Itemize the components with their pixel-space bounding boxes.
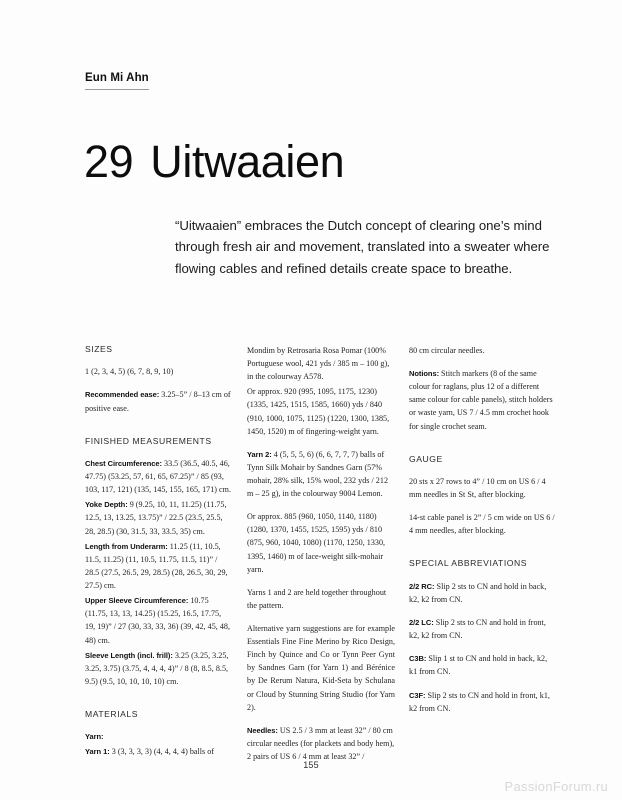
chest-circumference-value: 33.5 (36.5, 40.5, 46, 47.75) (53.25, 57, 61, 65, 67.25)” / 85 (93, 103, 117, 121) (135, 145, 155, 165, 171) cm. bbox=[85, 458, 232, 495]
notions-value: Stitch markers (8 of the same colour for raglans, plus 12 of a different same colour for cable panels), stitch holders or waste yarn, US 7 / 4.5 mm crochet hook for single crochet seam. bbox=[409, 369, 553, 431]
sleeve-length-label: Sleeve Length (incl. frill): bbox=[85, 650, 173, 660]
notions-label: Notions: bbox=[409, 369, 440, 379]
recommended-ease-value: 3.25–5” / 8–13 cm of positive ease. bbox=[85, 390, 231, 413]
upper-sleeve-circumference bbox=[85, 594, 233, 646]
gauge-stockinette: 20 sts x 27 rows to 4” / 10 cm on US 6 / 4 mm needles in St St, after blocking. bbox=[409, 477, 546, 500]
yarn-two-approx: Or approx. 885 (960, 1050, 1140, 1180) (1280, 1370, 1455, 1525, 1595) yds / 810 (875, 960, 1040, 1080) (1170, 1250, 1330, 1395, 1460) m of lace-weight silk-mohair yarn. bbox=[247, 512, 386, 574]
yarn-label-text: Yarn: bbox=[85, 732, 104, 742]
yoke-depth-label: Yoke Depth: bbox=[85, 500, 128, 510]
length-from-underarm-label: Length from Underarm: bbox=[85, 541, 168, 551]
chest-circumference-label: Chest Circumference: bbox=[85, 458, 162, 468]
materials-heading: MATERIALS bbox=[85, 709, 139, 719]
needles-value: US 2.5 / 3 mm at least 32” / 80 cm circular needles (for plackets and body hem), 2 pairs of US 6 / 4 mm at least 32” / bbox=[247, 725, 395, 762]
chest-circumference bbox=[85, 457, 233, 496]
sleeve-length-value: 3.25 (3.25, 3.25, 3.25, 3.75) (3.75, 4, 4, 4, 4)” / 8 (8, 8.5, 8.5, 9.5) (9.5, 10, 10, 10, 10) cm. bbox=[85, 650, 229, 686]
yarn-two-label: Yarn 2: bbox=[247, 449, 272, 459]
yarn-one-approx: Or approx. 920 (995, 1095, 1175, 1230) (1335, 1425, 1515, 1585, 1660) yds / 840 (910, 1000, 1075, 1125) (1220, 1300, 1385, 1450, 1520) m of fingering-weight yarn. bbox=[247, 387, 390, 436]
sleeve-length bbox=[85, 649, 233, 688]
abbreviation-term: C3B: bbox=[409, 654, 427, 664]
alternative-yarns: Alternative yarn suggestions are for example Essentials Fine Fine Merino by Rico Design, Finch by Quince and Co or Tynn Peer Gynt by Sandnes Garn (for Yarn 1) and Bérénice by De Rerum Natura, Kid-Seta by Schulana or Cloud by Stunning String Studio (for Yarn 2). bbox=[247, 624, 395, 712]
yoke-depth bbox=[85, 498, 233, 537]
yarn-one-continued: Mondim by Retrosaria Rosa Pomar (100% Portuguese wool, 421 yds / 385 m – 100 g), in the colourway A578. bbox=[247, 346, 390, 382]
page-title bbox=[84, 136, 345, 187]
abbreviation-definition: Slip 2 sts to CN and hold in front, k2, k2 from CN. bbox=[409, 618, 546, 641]
yarns-held-together: Yarns 1 and 2 are held together throughout the pattern. bbox=[247, 587, 387, 610]
length-from-underarm-value: 11.25 (11, 10.5, 11.5, 11.25) (11, 10.5, 11.75, 11.5, 11)” / 28.5 (27.5, 26.5, 29, 28.5) (28, 26.5, 30, 29, 27.5) cm. bbox=[85, 541, 228, 591]
yoke-depth-value: 9 (9.25, 10, 11, 11.25) (11.75, 12.5, 13, 13.25, 13.75)” / 22.5 (23.5, 25.5, 28, 28.5) (30, 31.5, 33, 33.5, 35) cm. bbox=[85, 500, 227, 536]
abbreviation-definition: Slip 2 sts to CN and hold in front, k1, k2 from CN. bbox=[409, 690, 550, 713]
pattern-name: Uitwaaien bbox=[150, 136, 345, 187]
yarn-two-value: 4 (5, 5, 5, 6) (6, 6, 7, 7, 7) balls of Tynn Silk Mohair by Sandnes Garn (57% mohair, 28% silk, 15% wool, 232 yds / 212 m – 25 g), in the colourway 9004 Lemon. bbox=[247, 449, 389, 499]
abbreviation-item bbox=[409, 652, 557, 678]
yarn-one bbox=[85, 745, 233, 758]
column-two bbox=[247, 344, 395, 763]
special-abbreviations-heading: SPECIAL ABBREVIATIONS bbox=[409, 558, 528, 569]
yarn-two bbox=[247, 448, 395, 500]
needles-label: Needles: bbox=[247, 725, 278, 735]
notions bbox=[409, 367, 557, 433]
length-from-underarm bbox=[85, 540, 233, 592]
yarn-one-label: Yarn 1: bbox=[85, 747, 110, 757]
needles-continued: 80 cm circular needles. bbox=[409, 346, 485, 355]
gauge-cable-panel: 14-st cable panel is 2” / 5 cm wide on US 6 / 4 mm needles, after blocking. bbox=[409, 513, 555, 536]
column-three bbox=[409, 344, 557, 715]
abbreviation-term: C3F: bbox=[409, 690, 426, 700]
sizes-heading: SIZES bbox=[85, 344, 113, 354]
content-columns bbox=[85, 344, 555, 764]
page-number: 155 bbox=[303, 760, 319, 770]
abbreviation-item bbox=[409, 689, 557, 715]
abbreviation-definition: Slip 2 sts to CN and hold in back, k2, k2 from CN. bbox=[409, 581, 547, 604]
recommended-ease bbox=[85, 388, 233, 414]
intro-paragraph: “Uitwaaien” embraces the Dutch concept of clearing one’s mind through fresh air and movement, translated into a sweater where flowing cables and refined details create space to breathe. bbox=[175, 218, 550, 276]
abbreviation-item bbox=[409, 616, 557, 642]
upper-sleeve-circumference-label: Upper Sleeve Circumference: bbox=[85, 596, 189, 606]
sizes-list: 1 (2, 3, 4, 5) (6, 7, 8, 9, 10) bbox=[85, 367, 174, 377]
abbreviation-item bbox=[409, 580, 557, 606]
abbreviation-term: 2/2 LC: bbox=[409, 618, 434, 627]
column-one bbox=[85, 344, 233, 759]
needles bbox=[247, 724, 395, 763]
yarn-one-value: 3 (3, 3, 3, 3) (4, 4, 4, 4) balls of bbox=[109, 747, 215, 757]
pattern-number: 29 bbox=[84, 136, 134, 187]
yarn-label bbox=[85, 730, 233, 743]
abbreviation-term: 2/2 RC: bbox=[409, 581, 435, 591]
watermark: PassionForum.ru bbox=[504, 779, 608, 794]
recommended-ease-label: Recommended ease: bbox=[85, 390, 160, 400]
upper-sleeve-circumference-value: 10.75 (11.75, 13, 13, 14.25) (15.25, 16.5, 17.75, 19, 19)” / 27 (30, 33, 33, 36) (39, 42, 45, 48, 48) cm. bbox=[85, 596, 231, 645]
byline bbox=[85, 68, 149, 90]
finished-measurements-heading: FINISHED MEASUREMENTS bbox=[85, 435, 212, 446]
gauge-heading: GAUGE bbox=[409, 453, 443, 464]
author-name: Eun Mi Ahn bbox=[85, 72, 149, 90]
abbreviation-definition: Slip 1 st to CN and hold in back, k2, k1 from CN. bbox=[409, 654, 548, 677]
